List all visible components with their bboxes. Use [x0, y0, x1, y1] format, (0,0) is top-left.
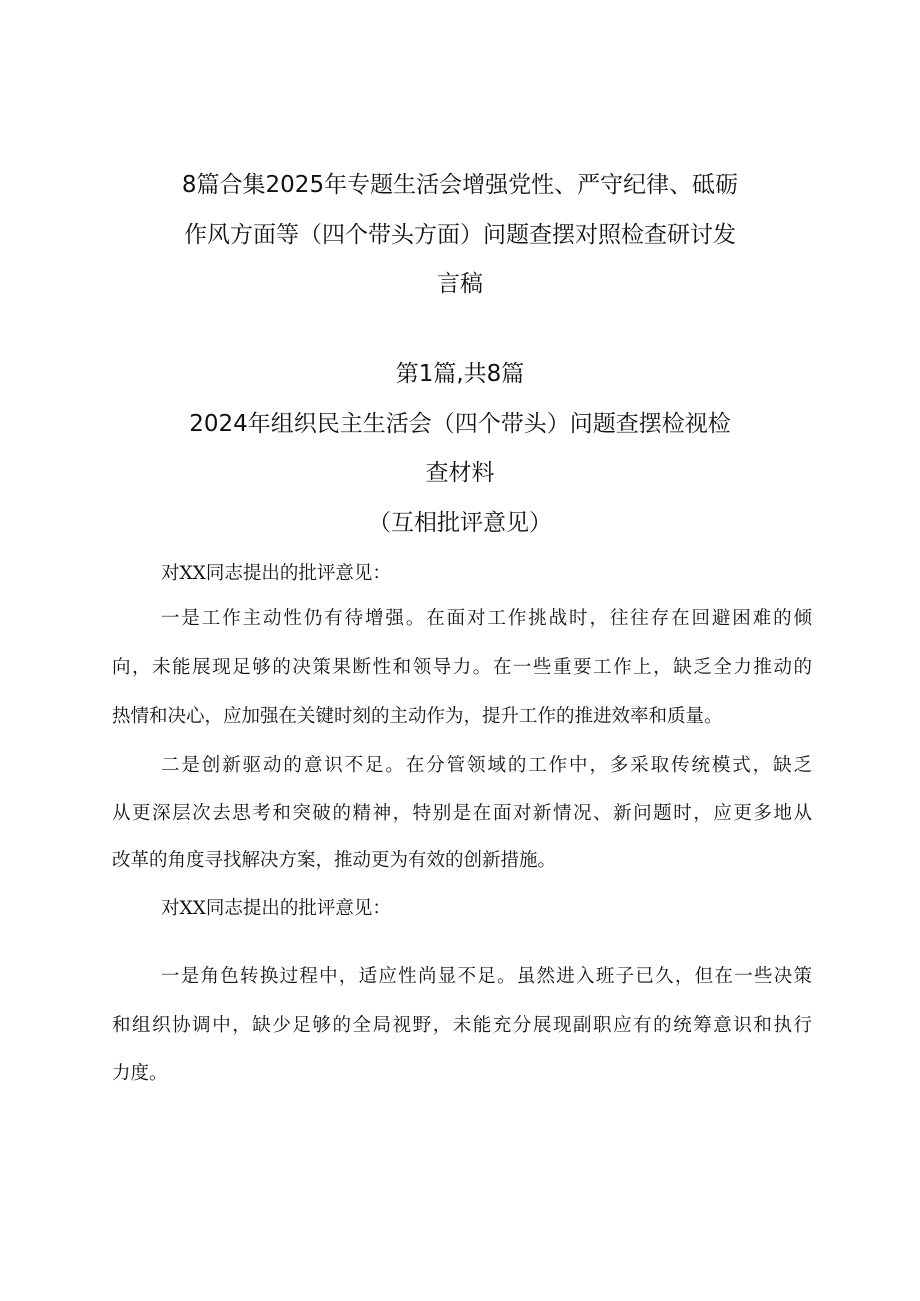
- section-2-item-1-line-1: 一是角色转换过程中，适应性尚显不足。虽然进入班子已久，但在一些决策: [161, 966, 812, 987]
- section-2-item-1-line-3: 力度。: [112, 1063, 168, 1084]
- sub-title-note: （互相批评意见）: [368, 510, 552, 536]
- sub-title-line-1: 2024年组织民主生活会（四个带头）问题查摆检视检: [189, 411, 731, 437]
- section-1-item-2-line-2: 从更深层次去思考和突破的精神，特别是在面对新情况、新问题时，应更多地从: [112, 803, 812, 824]
- section-1-item-1-line-2: 向，未能展现足够的决策果断性和领导力。在一些重要工作上，缺乏全力推动的: [112, 657, 812, 678]
- section-1-item-2-line-3: 改革的角度寻找解决方案，推动更为有效的创新措施。: [112, 850, 557, 871]
- main-title-line-2: 作风方面等（四个带头方面）问题查摆对照检查研讨发: [184, 222, 736, 248]
- main-title-line-1: 8篇合集2025年专题生活会增强党性、严守纪律、砥砺: [181, 172, 739, 198]
- section-2-item-1-line-2: 和组织协调中，缺少足够的全局视野，未能充分展现副职应有的统筹意识和执行: [112, 1015, 812, 1036]
- section-1-item-1-line-3: 热情和决心，应加强在关键时刻的主动作为，提升工作的推进效率和质量。: [112, 706, 723, 727]
- main-title-line-3: 言稿: [437, 271, 483, 297]
- section-1-item-1-line-1: 一是工作主动性仍有待增强。在面对工作挑战时，往往存在回避困难的倾: [161, 608, 812, 629]
- section-2-heading: 对XX同志提出的批评意见：: [161, 898, 391, 919]
- section-1-heading: 对XX同志提出的批评意见：: [161, 563, 391, 584]
- section-1-item-2-line-1: 二是创新驱动的意识不足。在分管领域的工作中，多采取传统模式，缺乏: [161, 755, 812, 776]
- part-label: 第1篇,共8篇: [395, 361, 525, 387]
- sub-title-line-2: 查材料: [425, 460, 495, 486]
